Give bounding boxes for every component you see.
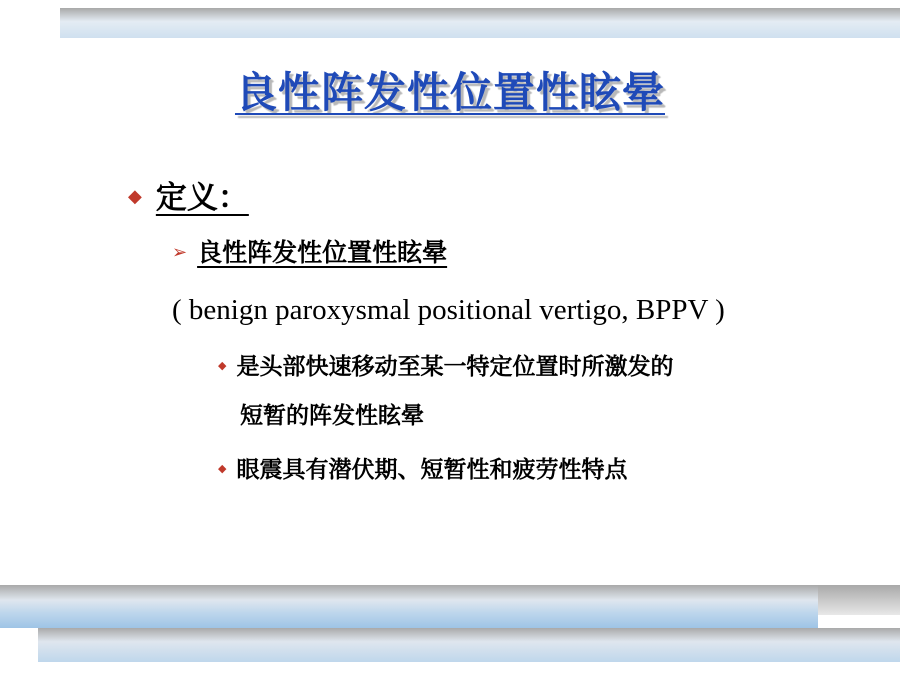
bottom-decorative-bar-1 xyxy=(0,585,818,628)
slide-title: 良性阵发性位置性眩晕 xyxy=(234,68,665,117)
bottom-decorative-bar-1-grey xyxy=(818,585,900,615)
english-term: ( benign paroxysmal positional vertigo, BPPV ) xyxy=(172,294,725,326)
diamond-icon: ◆ xyxy=(128,186,142,207)
sub-bullet-1-line-2: 短暂的阵发性眩晕 xyxy=(240,403,424,429)
small-diamond-icon: ◆ xyxy=(218,359,227,372)
definition-label: 定义： xyxy=(155,180,249,216)
bullet-definition xyxy=(128,172,283,217)
arrow-right-icon: ➢ xyxy=(172,242,188,263)
term-label: 良性阵发性位置性眩晕 xyxy=(197,238,448,267)
bottom-decorative-bar-2 xyxy=(38,628,900,662)
small-diamond-icon: ◆ xyxy=(218,462,227,475)
bullet-term xyxy=(172,233,447,269)
sub-bullet-1-line-1 xyxy=(218,348,673,381)
sub-bullet-2 xyxy=(218,451,627,484)
top-decorative-bar xyxy=(60,8,900,38)
sub-bullet-1-text: 是头部快速移动至某一特定位置时所激发的 xyxy=(236,354,674,380)
sub-bullet-2-text: 眼震具有潜伏期、短暂性和疲劳性特点 xyxy=(236,457,628,483)
